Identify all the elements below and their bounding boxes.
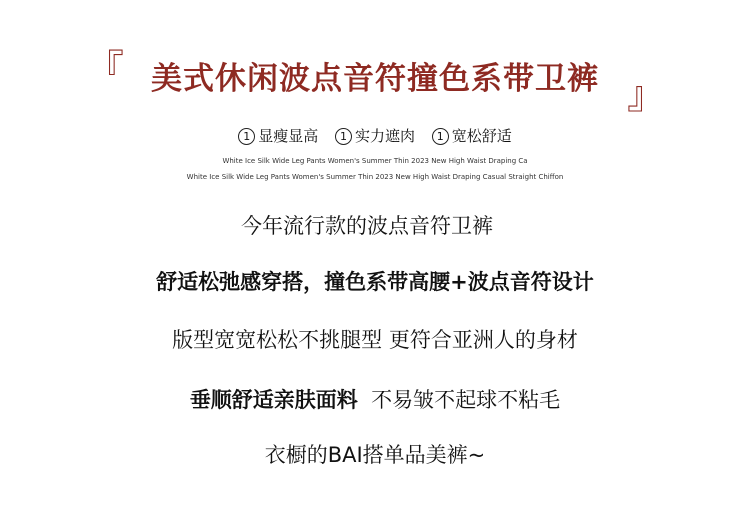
title-bracket-left: 『	[86, 47, 125, 91]
copy-line-5: 衣橱的BAI搭单品美裤~	[264, 443, 486, 467]
copy-line-2: 舒适松弛感穿搭，撞色系带高腰+波点音符设计	[156, 270, 594, 294]
copy-line-4-bold: 垂顺舒适亲肤面料	[189, 388, 358, 412]
feature-badge-label: 实力遮肉	[354, 127, 415, 145]
feature-badge	[335, 126, 415, 146]
circled-number-icon: 1	[432, 128, 449, 145]
copy-line-4	[0, 387, 750, 413]
circled-number-icon: 1	[335, 128, 352, 145]
page-title: 美式休闲波点音符撞色系带卫裤	[151, 61, 599, 97]
feature-badge	[432, 126, 512, 146]
feature-badge-label: 宽松舒适	[451, 127, 512, 145]
feature-badge-label: 显瘦显高	[258, 127, 319, 145]
title-row	[0, 47, 750, 120]
english-subtitle-line: White Ice Silk Wide Leg Pants Women's Summer Thin 2023 New High Waist Draping Ca	[222, 157, 528, 165]
copy-line-4-rest: 不易皱不起球不粘毛	[357, 388, 561, 412]
feature-badge	[238, 126, 318, 146]
copy-line-1-text: 今年流行款的波点音符卫裤	[241, 214, 493, 238]
feature-badges	[0, 126, 750, 146]
copy-line-1	[0, 213, 750, 239]
circled-number-icon: 1	[238, 128, 255, 145]
english-subtitle-line: White Ice Silk Wide Leg Pants Women's Summer Thin 2023 New High Waist Draping Casual Straight Chiffon	[186, 173, 564, 181]
copy-line-3: 版型宽宽松松不挑腿型 更符合亚洲人的身材	[172, 328, 578, 352]
title-bracket-right: 』	[627, 73, 666, 117]
